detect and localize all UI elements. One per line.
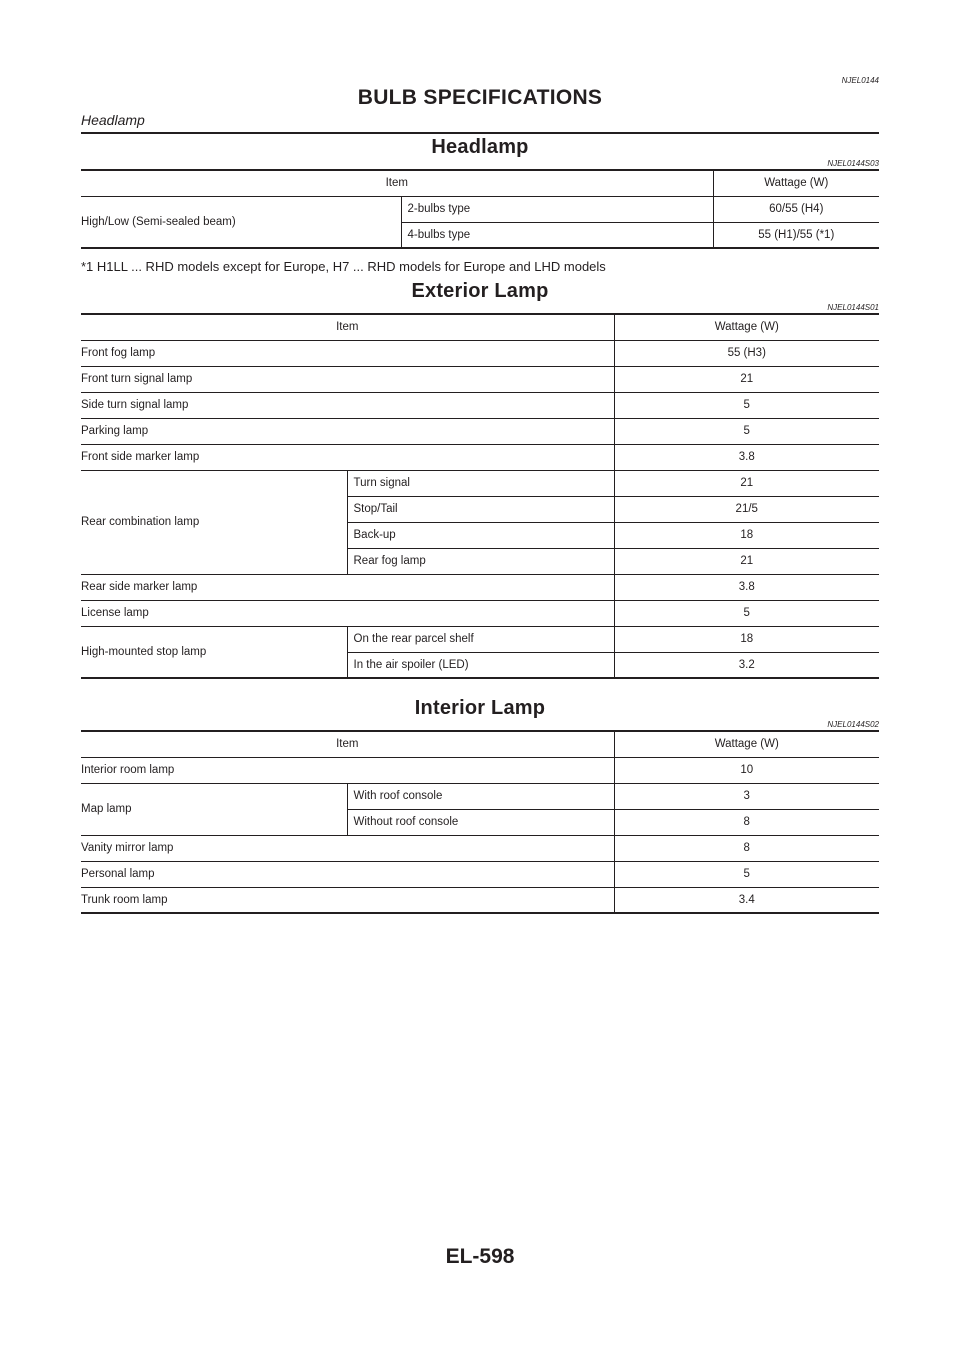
section-code-interior: NJEL0144S02 bbox=[827, 720, 879, 729]
header-item: Item bbox=[81, 170, 713, 196]
table-header-row bbox=[81, 731, 879, 757]
wattage-cell: 18 bbox=[614, 626, 879, 652]
sub-item-cell: Stop/Tail bbox=[347, 496, 614, 522]
item-cell: Map lamp bbox=[81, 783, 347, 835]
table-row bbox=[81, 418, 879, 444]
table-row bbox=[81, 861, 879, 887]
wattage-cell: 5 bbox=[614, 861, 879, 887]
wattage-cell: 21/5 bbox=[614, 496, 879, 522]
header-item: Item bbox=[81, 314, 614, 340]
table-row bbox=[81, 887, 879, 913]
running-head: Headlamp bbox=[81, 112, 145, 128]
item-cell: Front turn signal lamp bbox=[81, 366, 614, 392]
headlamp-table bbox=[81, 169, 879, 249]
item-cell: Personal lamp bbox=[81, 861, 614, 887]
wattage-cell: 55 (H3) bbox=[614, 340, 879, 366]
table-row bbox=[81, 574, 879, 600]
table-header-row bbox=[81, 314, 879, 340]
section-title-interior: Interior Lamp bbox=[414, 697, 546, 719]
sub-item-cell: In the air spoiler (LED) bbox=[347, 652, 614, 678]
table-row bbox=[81, 757, 879, 783]
header-rule bbox=[81, 132, 879, 134]
header-item: Item bbox=[81, 731, 614, 757]
wattage-cell: 3.8 bbox=[614, 444, 879, 470]
sub-item-cell: Back-up bbox=[347, 522, 614, 548]
wattage-cell: 21 bbox=[614, 548, 879, 574]
wattage-cell: 10 bbox=[614, 757, 879, 783]
item-cell: Parking lamp bbox=[81, 418, 614, 444]
item-cell: High-mounted stop lamp bbox=[81, 626, 347, 678]
table-row bbox=[81, 366, 879, 392]
section-title-headlamp: Headlamp bbox=[431, 136, 529, 158]
wattage-cell: 8 bbox=[614, 835, 879, 861]
sub-item-cell: 2-bulbs type bbox=[401, 196, 713, 222]
sub-item-cell: On the rear parcel shelf bbox=[347, 626, 614, 652]
document-title: BULB SPECIFICATIONS bbox=[357, 86, 603, 109]
wattage-cell: 5 bbox=[614, 418, 879, 444]
wattage-cell: 3.8 bbox=[614, 574, 879, 600]
section-code-headlamp: NJEL0144S03 bbox=[827, 159, 879, 168]
item-cell: Rear combination lamp bbox=[81, 470, 347, 574]
header-wattage: Wattage (W) bbox=[713, 170, 879, 196]
table-row bbox=[81, 600, 879, 626]
wattage-cell: 3 bbox=[614, 783, 879, 809]
sub-item-cell: Turn signal bbox=[347, 470, 614, 496]
document-code: NJEL0144 bbox=[841, 76, 879, 85]
sub-item-cell: Without roof console bbox=[347, 809, 614, 835]
table-row bbox=[81, 444, 879, 470]
item-cell: Front side marker lamp bbox=[81, 444, 614, 470]
sub-item-cell: With roof console bbox=[347, 783, 614, 809]
header-wattage: Wattage (W) bbox=[614, 731, 879, 757]
wattage-cell: 21 bbox=[614, 470, 879, 496]
wattage-cell: 5 bbox=[614, 392, 879, 418]
item-cell: Front fog lamp bbox=[81, 340, 614, 366]
exterior-table bbox=[81, 313, 879, 679]
page-number: EL-598 bbox=[445, 1245, 515, 1268]
section-code-exterior: NJEL0144S01 bbox=[827, 303, 879, 312]
table-row bbox=[81, 626, 879, 652]
interior-table bbox=[81, 730, 879, 914]
item-cell: Rear side marker lamp bbox=[81, 574, 614, 600]
item-cell: Interior room lamp bbox=[81, 757, 614, 783]
item-cell: Side turn signal lamp bbox=[81, 392, 614, 418]
header-wattage: Wattage (W) bbox=[614, 314, 879, 340]
table-row bbox=[81, 196, 879, 222]
sub-item-cell: 4-bulbs type bbox=[401, 222, 713, 248]
wattage-cell: 5 bbox=[614, 600, 879, 626]
wattage-cell: 55 (H1)/55 (*1) bbox=[713, 222, 879, 248]
wattage-cell: 3.2 bbox=[614, 652, 879, 678]
wattage-cell: 18 bbox=[614, 522, 879, 548]
section-title-exterior: Exterior Lamp bbox=[411, 280, 549, 302]
wattage-cell: 21 bbox=[614, 366, 879, 392]
table-row bbox=[81, 470, 879, 496]
table-row bbox=[81, 392, 879, 418]
sub-item-cell: Rear fog lamp bbox=[347, 548, 614, 574]
headlamp-footnote: *1 H1LL ... RHD models except for Europe, H7 ... RHD models for Europe and LHD models bbox=[81, 259, 606, 274]
table-row bbox=[81, 340, 879, 366]
table-row bbox=[81, 835, 879, 861]
wattage-cell: 8 bbox=[614, 809, 879, 835]
item-cell: Vanity mirror lamp bbox=[81, 835, 614, 861]
item-cell: High/Low (Semi-sealed beam) bbox=[81, 196, 401, 248]
wattage-cell: 3.4 bbox=[614, 887, 879, 913]
table-row bbox=[81, 783, 879, 809]
table-header-row bbox=[81, 170, 879, 196]
item-cell: Trunk room lamp bbox=[81, 887, 614, 913]
wattage-cell: 60/55 (H4) bbox=[713, 196, 879, 222]
item-cell: License lamp bbox=[81, 600, 614, 626]
